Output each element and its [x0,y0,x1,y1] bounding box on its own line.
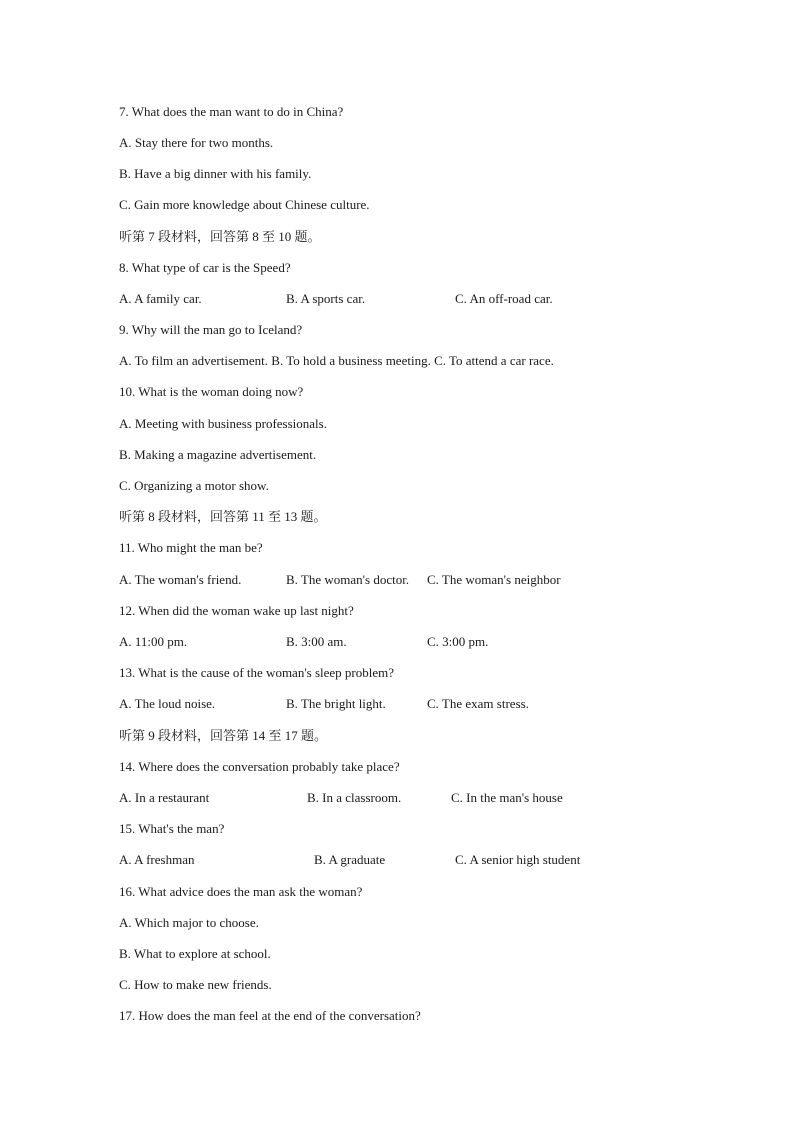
question-text: 14. Where does the conversation probably take place? [119,759,400,774]
answer-option: A. Which major to choose. [119,915,259,930]
section-instruction: 听第 8 段材料，回答第 11 至 13 题。 [119,509,327,524]
answer-option: B. Have a big dinner with his family. [119,166,312,181]
answer-option: C. 3:00 pm. [427,634,489,649]
section-instruction: 听第 9 段材料，回答第 14 至 17 题。 [119,728,328,743]
answer-option: B. 3:00 am. [286,634,347,649]
question-text: 15. What's the man? [119,821,225,836]
question-text: 13. What is the cause of the woman's sleep problem? [119,665,395,680]
answer-option: A. 11:00 pm. [119,634,188,649]
answer-option: C. The woman's neighbor [427,572,561,587]
answer-option: A. To film an advertisement. B. To hold a business meeting. C. To attend a car race. [119,353,554,368]
answer-option: B. The bright light. [286,696,386,711]
question-text: 10. What is the woman doing now? [119,384,304,399]
question-text: 11. Who might the man be? [119,540,263,555]
answer-option: B. What to explore at school. [119,946,271,961]
answer-option: B. A graduate [314,852,386,867]
answer-option: A. Stay there for two months. [119,135,274,150]
answer-option: C. Gain more knowledge about Chinese culture. [119,197,370,212]
answer-option: C. An off-road car. [455,291,553,306]
question-text: 9. Why will the man go to Iceland? [119,322,303,337]
answer-option: A. A freshman [119,852,195,867]
answer-option: A. The woman's friend. [119,572,242,587]
answer-option: C. A senior high student [455,852,581,867]
answer-option: B. Making a magazine advertisement. [119,447,317,462]
answer-option: A. The loud noise. [119,696,216,711]
question-text: 8. What type of car is the Speed? [119,260,291,275]
question-text: 7. What does the man want to do in China? [119,104,344,119]
answer-option: C. In the man's house [451,790,563,805]
answer-option: C. The exam stress. [427,696,529,711]
answer-option: B. The woman's doctor. [286,572,410,587]
section-instruction: 听第 7 段材料，回答第 8 至 10 题。 [119,229,321,244]
answer-option: A. In a restaurant [119,790,210,805]
answer-option: C. How to make new friends. [119,977,272,992]
answer-option: C. Organizing a motor show. [119,478,269,493]
question-text: 17. How does the man feel at the end of the conversation? [119,1008,421,1023]
question-text: 16. What advice does the man ask the woman? [119,884,363,899]
question-text: 12. When did the woman wake up last night? [119,603,354,618]
answer-option: A. A family car. [119,291,202,306]
answer-option: B. A sports car. [286,291,366,306]
answer-option: B. In a classroom. [307,790,402,805]
answer-option: A. Meeting with business professionals. [119,416,327,431]
